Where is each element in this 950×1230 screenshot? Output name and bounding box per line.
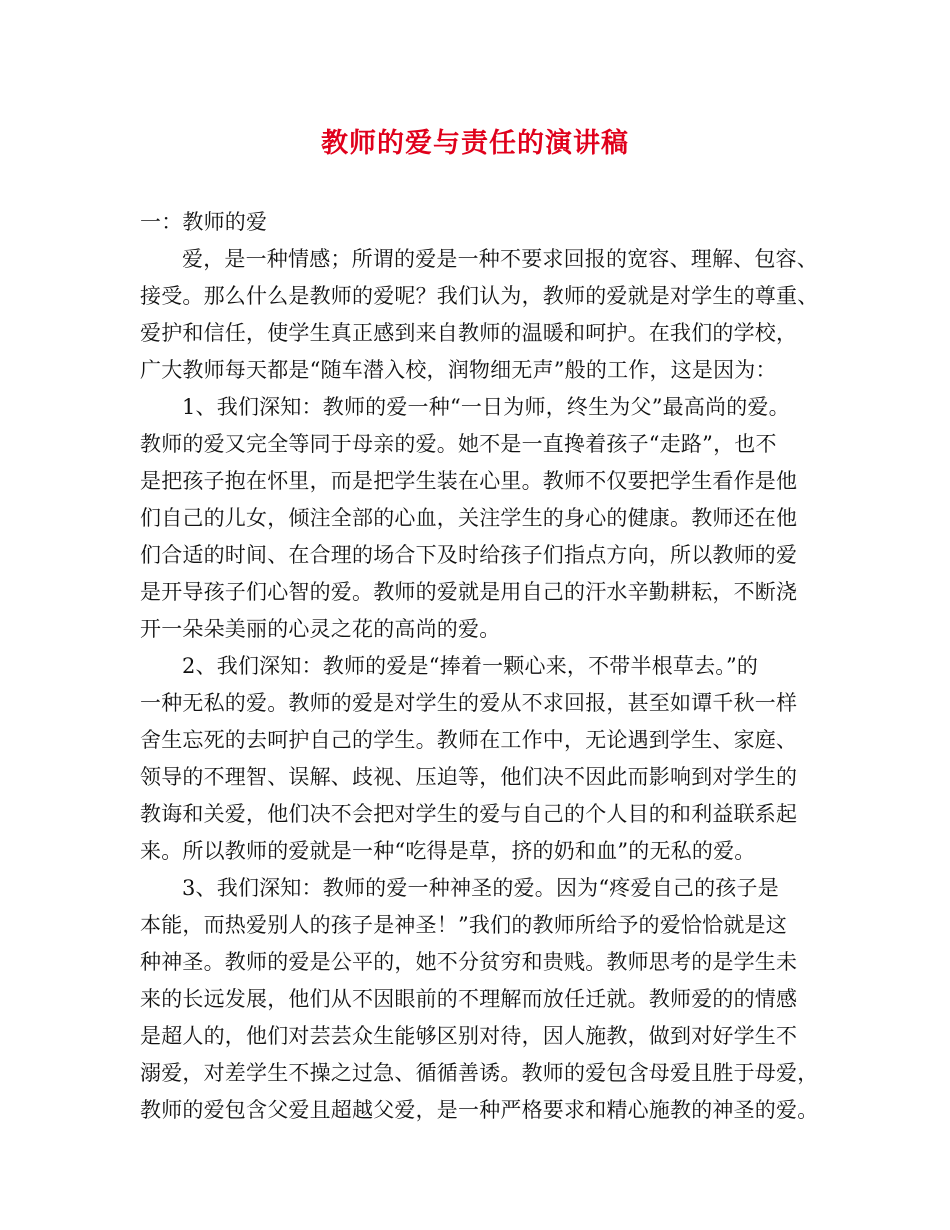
paragraph-line: 1、我们深知：教师的爱一种“一日为师，终生为父”最高尚的爱。 (182, 395, 790, 419)
paragraph-line: 3、我们深知：教师的爱一种神圣的爱。因为“疼爱自己的孩子是 (182, 876, 779, 900)
paragraph-line: 接受。那么什么是教师的爱呢？我们认为，教师的爱就是对学生的尊重、 (140, 284, 819, 308)
paragraph-line: 溺爱，对差学生不操之过急、循循善诱。教师的爱包含母爱且胜于母爱， (140, 1061, 819, 1085)
paragraph-line: 是把孩子抱在怀里，而是把学生装在心里。教师不仅要把学生看作是他 (140, 469, 798, 493)
paragraph-line: 本能，而热爱别人的孩子是神圣！”我们的教师所给予的爱恰恰就是这 (140, 913, 787, 937)
paragraph-line: 来。所以教师的爱就是一种“吃得是草，挤的奶和血”的无私的爱。 (140, 839, 756, 863)
paragraph-line: 一种无私的爱。教师的爱是对学生的爱从不求回报，甚至如谭千秋一样 (140, 691, 798, 715)
document-body (140, 204, 830, 1129)
paragraph-line: 开一朵朵美丽的心灵之花的高尚的爱。 (140, 617, 501, 641)
paragraph-line: 来的长远发展，他们从不因眼前的不理解而放任迁就。教师爱的的情感 (140, 987, 798, 1011)
paragraph-line: 爱，是一种情感；所谓的爱是一种不要求回报的宽容、理解、包容、 (182, 247, 818, 271)
paragraph-line: 是开导孩子们心智的爱。教师的爱就是用自己的汗水辛勤耕耘，不断浇 (140, 580, 798, 604)
paragraph-line: 舍生忘死的去呵护自己的学生。教师在工作中，无论遇到学生、家庭、 (140, 728, 798, 752)
paragraph-line: 教师的爱包含父爱且超越父爱，是一种严格要求和精心施教的神圣的爱。 (140, 1098, 819, 1122)
paragraph-line: 种神圣。教师的爱是公平的，她不分贫穷和贵贱。教师思考的是学生未 (140, 950, 798, 974)
paragraph-line: 教诲和关爱，他们决不会把对学生的爱与自己的个人目的和利益联系起 (140, 802, 798, 826)
paragraph-line: 们合适的时间、在合理的场合下及时给孩子们指点方向，所以教师的爱 (140, 543, 798, 567)
section-heading: 一：教师的爱 (140, 210, 268, 234)
paragraph-line: 是超人的，他们对芸芸众生能够区别对待，因人施教，做到对好学生不 (140, 1024, 798, 1048)
document-title: 教师的爱与责任的演讲稿 (321, 128, 629, 159)
paragraph-line: 爱护和信任，使学生真正感到来自教师的温暖和呵护。在我们的学校， (140, 321, 798, 345)
paragraph-line: 广大教师每天都是“随车潜入校，润物细无声”般的工作，这是因为： (140, 358, 777, 382)
paragraph-line: 2、我们深知：教师的爱是“捧着一颗心来，不带半根草去。”的 (182, 654, 759, 678)
paragraph-line: 们自己的儿女，倾注全部的心血，关注学生的身心的健康。教师还在他 (140, 506, 798, 530)
paragraph-line: 领导的不理智、误解、歧视、压迫等，他们决不因此而影响到对学生的 (140, 765, 798, 789)
paragraph-line: 教师的爱又完全等同于母亲的爱。她不是一直搀着孩子“走路”，也不 (140, 432, 777, 456)
